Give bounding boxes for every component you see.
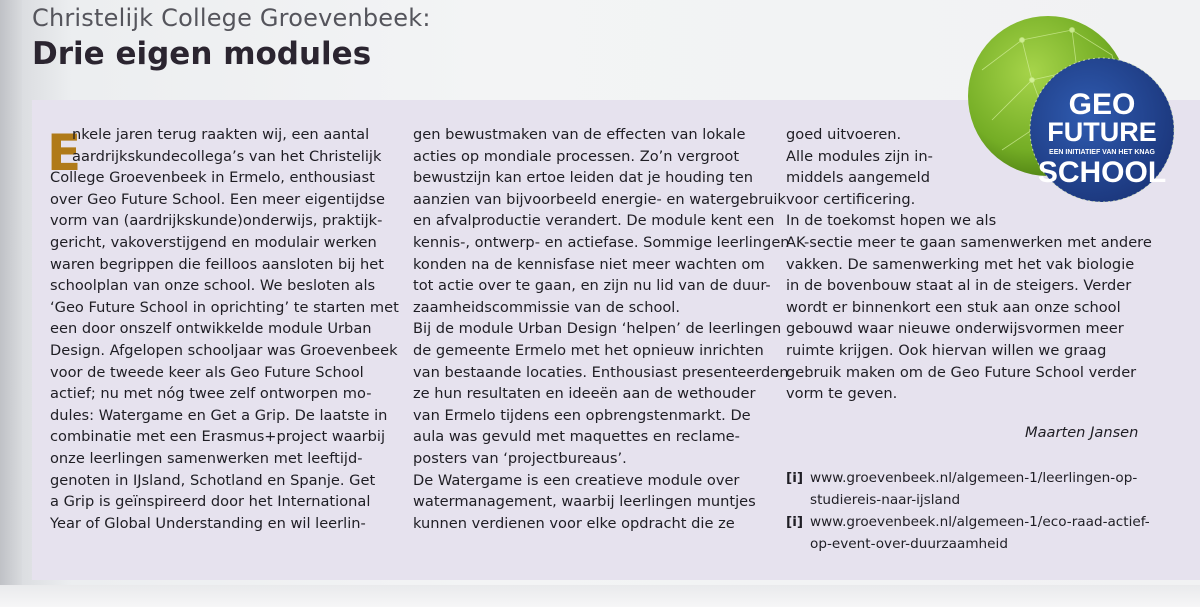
text-line: Alle modules zijn in- — [786, 147, 933, 165]
text-line: In de toekomst hopen we als — [786, 212, 997, 230]
text-line: gen bewustmaken van de effecten van lokale — [413, 126, 746, 143]
text-line: aardrijkskundecollega’s van het Christelijk — [72, 147, 382, 165]
text-line: een door onszelf ontwikkelde module Urban — [50, 320, 372, 338]
text-column-2 — [413, 124, 790, 534]
footnote-marker: [i] — [786, 514, 804, 530]
text-line: goed uitvoeren. — [786, 126, 902, 143]
text-line: voor de tweede keer als Geo Future School — [50, 363, 364, 381]
logo-tagline: EEN INITIATIEF VAN HET KNAG — [1049, 149, 1155, 156]
text-column-1 — [50, 124, 399, 534]
drop-cap: E — [47, 124, 82, 182]
text-line: gebruik maken om de Geo Future School verder — [786, 363, 1137, 381]
text-line: Year of Global Understanding en wil leerlin- — [50, 514, 366, 532]
text-line: Design. Afgelopen schooljaar was Groevenbeek — [50, 341, 398, 359]
text-line: ‘Geo Future School in oprichting’ te starten met — [50, 298, 399, 316]
text-line: actief; nu met nóg twee zelf ontworpen mo- — [50, 385, 372, 403]
page-bottom-margin — [0, 585, 1200, 607]
text-line: tot actie over te gaan, en zijn nu lid van de duur- — [413, 277, 771, 295]
article-title: Drie eigen modules — [32, 36, 372, 72]
text-line: schoolplan van onze school. We besloten als — [50, 277, 376, 295]
logo-school: SCHOOL — [1037, 156, 1167, 189]
text-line: kunnen verdienen voor elke opdracht die ze — [413, 514, 735, 532]
footnote-link-continued[interactable]: op-event-over-duurzaamheid — [810, 536, 1008, 552]
text-line: a Grip is geïnspireerd door het International — [50, 493, 371, 511]
footnote-link-continued[interactable]: studiereis-naar-ijsland — [810, 492, 961, 508]
text-line: genoten in IJsland, Schotland en Spanje. Get — [50, 471, 376, 489]
text-line: acties op mondiale processen. Zo’n vergroot — [413, 147, 740, 165]
text-line: kennis-, ontwerp- en actiefase. Sommige leerlingen — [413, 233, 790, 251]
text-line: Bij de module Urban Design ‘helpen’ de leerlingen — [413, 320, 782, 338]
text-line: vorm van (aardrijkskunde)onderwijs, praktijk- — [50, 212, 383, 230]
page-gutter — [0, 0, 22, 607]
text-line: College Groevenbeek in Ermelo, enthousiast — [50, 169, 375, 187]
text-line: dules: Watergame en Get a Grip. De laatste in — [50, 406, 388, 424]
text-line: in de bovenbouw staat al in de steigers. Verder — [786, 277, 1132, 295]
text-line: onze leerlingen samenwerken met leeftijd- — [50, 449, 363, 467]
text-line: posters van ‘projectbureaus’. — [413, 449, 627, 467]
text-line: vorm te geven. — [786, 385, 898, 403]
footnote-marker: [i] — [786, 470, 804, 486]
text-line: aula was gevuld met maquettes en reclame- — [413, 428, 740, 446]
footnote-link[interactable]: www.groevenbeek.nl/algemeen-1/leerlingen-op- — [810, 470, 1138, 486]
text-line: middels aangemeld — [786, 169, 930, 187]
text-line: gericht, vakoverstijgend en modulair werken — [50, 233, 377, 251]
text-line: vakken. De samenwerking met het vak biologie — [786, 255, 1135, 273]
text-line: waren begrippen die feilloos aansloten bij het — [50, 255, 384, 273]
footnote-link[interactable]: www.groevenbeek.nl/algemeen-1/eco-raad-actief- — [810, 514, 1150, 530]
text-line: aanzien van bijvoorbeeld energie- en watergebruik — [413, 190, 786, 208]
text-line: en afvalproductie verandert. De module kent een — [413, 212, 775, 230]
logo-future: FUTURE — [1047, 117, 1157, 147]
text-line: ruimte krijgen. Ook hiervan willen we graag — [786, 341, 1107, 359]
text-line: over Geo Future School. Een meer eigentijdse — [50, 190, 385, 208]
text-line: van Ermelo tijdens een opbrengstenmarkt. De — [413, 406, 751, 424]
text-line: watermanagement, waarbij leerlingen muntjes — [413, 493, 756, 511]
text-line: combinatie met een Erasmus+project waarbij — [50, 428, 386, 446]
text-line: De Watergame is een creatieve module over — [413, 471, 740, 489]
text-line: gebouwd waar nieuwe onderwijsvormen meer — [786, 320, 1124, 338]
logo-geo: GEO — [1068, 88, 1136, 121]
text-line: konden na de kennisfase niet meer wachten om — [413, 255, 765, 273]
text-line: bewustzijn kan ertoe leiden dat je houding ten — [413, 169, 753, 187]
text-line: voor certificering. — [786, 190, 916, 208]
text-column-3 — [786, 124, 1152, 405]
text-line: nkele jaren terug raakten wij, een aantal — [72, 126, 370, 143]
text-line: wordt er binnenkort een stuk aan onze school — [786, 298, 1121, 316]
text-line: AK-sectie meer te gaan samenwerken met andere — [786, 233, 1152, 251]
article-author: Maarten Jansen — [1025, 424, 1139, 441]
article-subtitle: Christelijk College Groevenbeek: — [32, 4, 431, 32]
text-line: van bestaande locaties. Enthousiast presenteerden — [413, 363, 789, 381]
text-line: zaamheidscommissie van de school. — [413, 298, 681, 316]
text-line: ze hun resultaten en ideeën aan de wethouder — [413, 385, 756, 403]
text-line: de gemeente Ermelo met het opnieuw inrichten — [413, 341, 764, 359]
